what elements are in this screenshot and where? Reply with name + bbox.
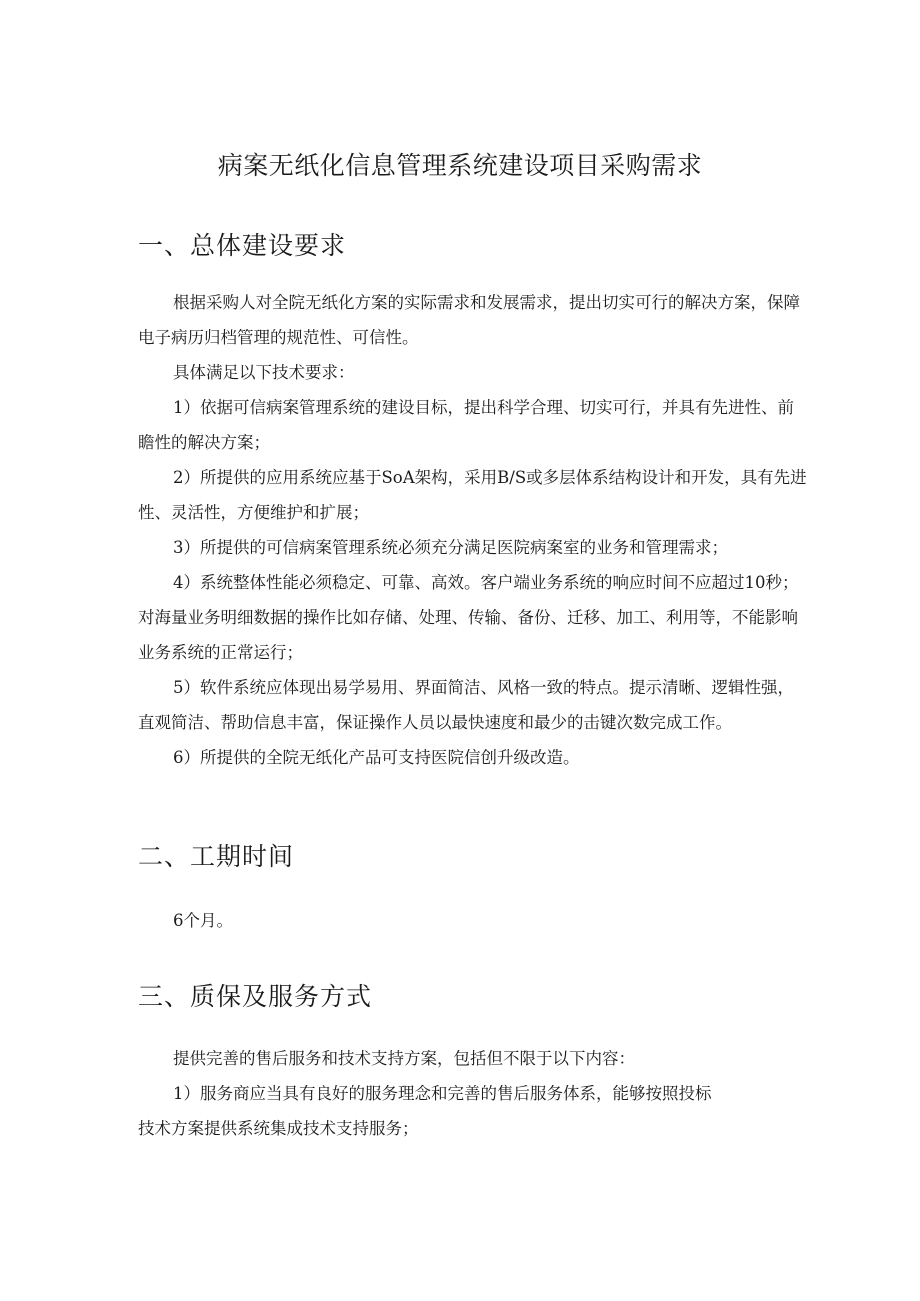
paragraph-line: 6个月。 (173, 911, 233, 930)
section-heading-schedule: 二、工期时间 (138, 842, 295, 871)
list-item-1-continued: 技术方案提供系统集成技术支持服务； (138, 1119, 419, 1138)
paragraph-line: 根据采购人对全院无纸化方案的实际需求和发展需求，提出切实可行的解决方案，保障 (173, 293, 800, 312)
section-heading-warranty-service: 三、质保及服务方式 (138, 982, 373, 1011)
section-body-schedule (138, 903, 828, 938)
list-item-1: 1）依据可信病案管理系统的建设目标，提出科学合理、切实可行，并具有先进性、前 (173, 398, 794, 417)
list-item-4: 4）系统整体性能必须稳定、可靠、高效。客户端业务系统的响应时间不应超过10秒； (173, 573, 799, 592)
page-title: 病案无纸化信息管理系统建设项目采购需求 (217, 151, 703, 180)
list-item-1: 1）服务商应当具有良好的服务理念和完善的售后服务体系，能够按照投标 (173, 1084, 712, 1103)
list-item-4-continued: 业务系统的正常运行； (138, 643, 303, 662)
section-body-general-requirements (138, 285, 828, 775)
list-item-4-continued: 对海量业务明细数据的操作比如存储、处理、传输、备份、迁移、加工、利用等，不能影响 (138, 608, 798, 627)
list-item-1-continued: 瞻性的解决方案； (138, 433, 270, 452)
section-heading-general-requirements: 一、总体建设要求 (138, 231, 347, 260)
list-item-3: 3）所提供的可信病案管理系统必须充分满足医院病案室的业务和管理需求； (173, 538, 728, 557)
section-body-warranty-service (138, 1041, 828, 1146)
list-item-2-continued: 性、灵活性，方便维护和扩展； (138, 503, 369, 522)
list-item-6: 6）所提供的全院无纸化产品可支持医院信创升级改造。 (173, 748, 580, 767)
paragraph-line: 电子病历归档管理的规范性、可信性。 (138, 328, 419, 347)
list-item-5-continued: 直观简洁、帮助信息丰富，保证操作人员以最快速度和最少的击键次数完成工作。 (138, 713, 732, 732)
paragraph-line: 提供完善的售后服务和技术支持方案，包括但不限于以下内容： (173, 1049, 635, 1068)
list-item-5: 5）软件系统应体现出易学易用、界面简洁、风格一致的特点。提示清晰、逻辑性强， (173, 678, 794, 697)
paragraph-line: 具体满足以下技术要求： (173, 363, 355, 382)
list-item-2: 2）所提供的应用系统应基于SoA架构，采用B/S或多层体系结构设计和开发，具有先进 (173, 468, 807, 487)
